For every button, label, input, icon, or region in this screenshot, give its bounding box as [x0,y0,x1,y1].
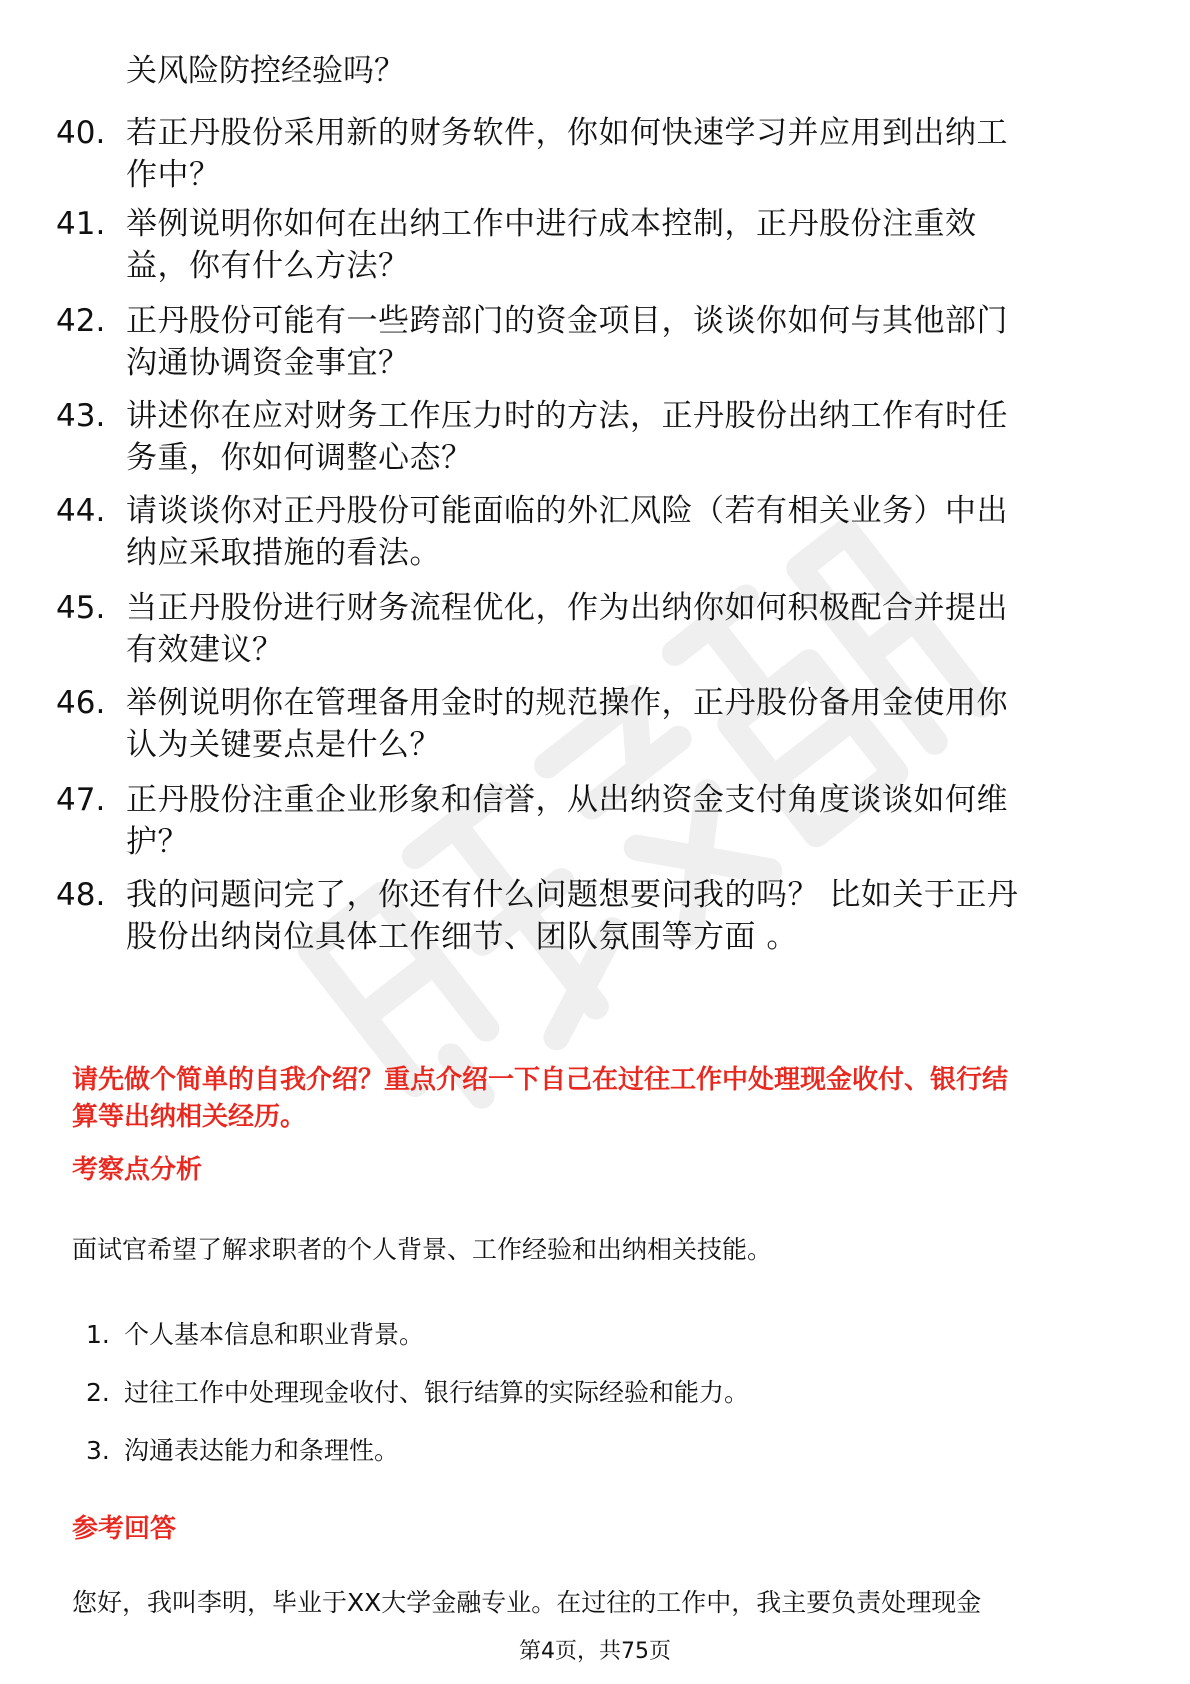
question-line: 正丹股份可能有一些跨部门的资金项目，谈谈你如何与其他部门 [126,303,1008,339]
question-line: 讲述你在应对财务工作压力时的方法，正丹股份出纳工作有时任 [126,398,1008,434]
question-text [126,682,1116,766]
featured-question-line: 算等出纳相关经历。 [72,1102,307,1132]
page-footer: 第4页，共75页 [519,1639,671,1664]
question-text [126,203,1116,287]
question-line: 当正丹股份进行财务流程优化，作为出纳你如何积极配合并提出 [126,590,1008,626]
question-line: 举例说明你如何在出纳工作中进行成本控制，正丹股份注重效 [126,206,977,242]
point-text: 个人基本信息和职业背景。 [124,1320,425,1349]
question-line: 举例说明你在管理备用金时的规范操作，正丹股份备用金使用你 [126,685,1008,721]
analysis-heading: 考察点分析 [72,1155,203,1185]
question-text [126,490,1116,574]
question-text [126,874,1116,958]
point-number: 2. [86,1378,110,1407]
question-line: 沟通协调资金事宜？ [126,345,410,381]
question-continued-text: 关风险防控经验吗？ [126,53,405,89]
point-number: 3. [86,1436,110,1465]
question-line: 股份出纳岗位具体工作细节、团队氛围等方面 。 [126,919,798,955]
question-text [126,112,1116,196]
question-number: 41. [56,206,106,242]
featured-question [72,1062,1132,1136]
reference-heading: 参考回答 [72,1514,177,1544]
question-line: 我的问题问完了，你还有什么问题想要问我的吗？ 比如关于正丹 [126,877,1019,913]
question-line: 务重，你如何调整心态？ [126,440,473,476]
question-number: 44. [56,493,106,529]
question-number: 46. [56,685,106,721]
point-number: 1. [86,1320,110,1349]
question-number: 40. [56,115,106,151]
question-line: 益，你有什么方法？ [126,248,410,284]
featured-question-line: 请先做个简单的自我介绍？重点介绍一下自己在过往工作中处理现金收付、银行结 [72,1065,1009,1095]
question-number: 42. [56,303,106,339]
question-text [126,395,1116,479]
question-line: 若正丹股份采用新的财务软件，你如何快速学习并应用到出纳工 [126,115,1008,151]
point-text: 沟通表达能力和条理性。 [124,1436,400,1465]
question-line: 认为关键要点是什么？ [126,727,441,763]
question-line: 作中？ [126,157,221,193]
point-text: 过往工作中处理现金收付、银行结算的实际经验和能力。 [124,1378,750,1407]
question-number: 47. [56,782,106,818]
question-line: 护？ [126,824,189,860]
question-line: 正丹股份注重企业形象和信誉，从出纳资金支付角度谈谈如何维 [126,782,1008,818]
question-text [126,300,1116,384]
reference-answer-text: 您好，我叫李明，毕业于XX大学金融专业。在过往的工作中，我主要负责处理现金 [72,1588,982,1617]
question-number: 43. [56,398,106,434]
question-line: 纳应采取措施的看法。 [126,535,441,571]
question-line: 有效建议？ [126,632,284,668]
analysis-intro: 面试官希望了解求职者的个人背景、工作经验和出纳相关技能。 [72,1235,773,1264]
question-number: 48. [56,877,106,913]
question-text [126,779,1116,863]
question-number: 45. [56,590,106,626]
question-line: 请谈谈你对正丹股份可能面临的外汇风险（若有相关业务）中出 [126,493,1008,529]
question-text [126,587,1116,671]
